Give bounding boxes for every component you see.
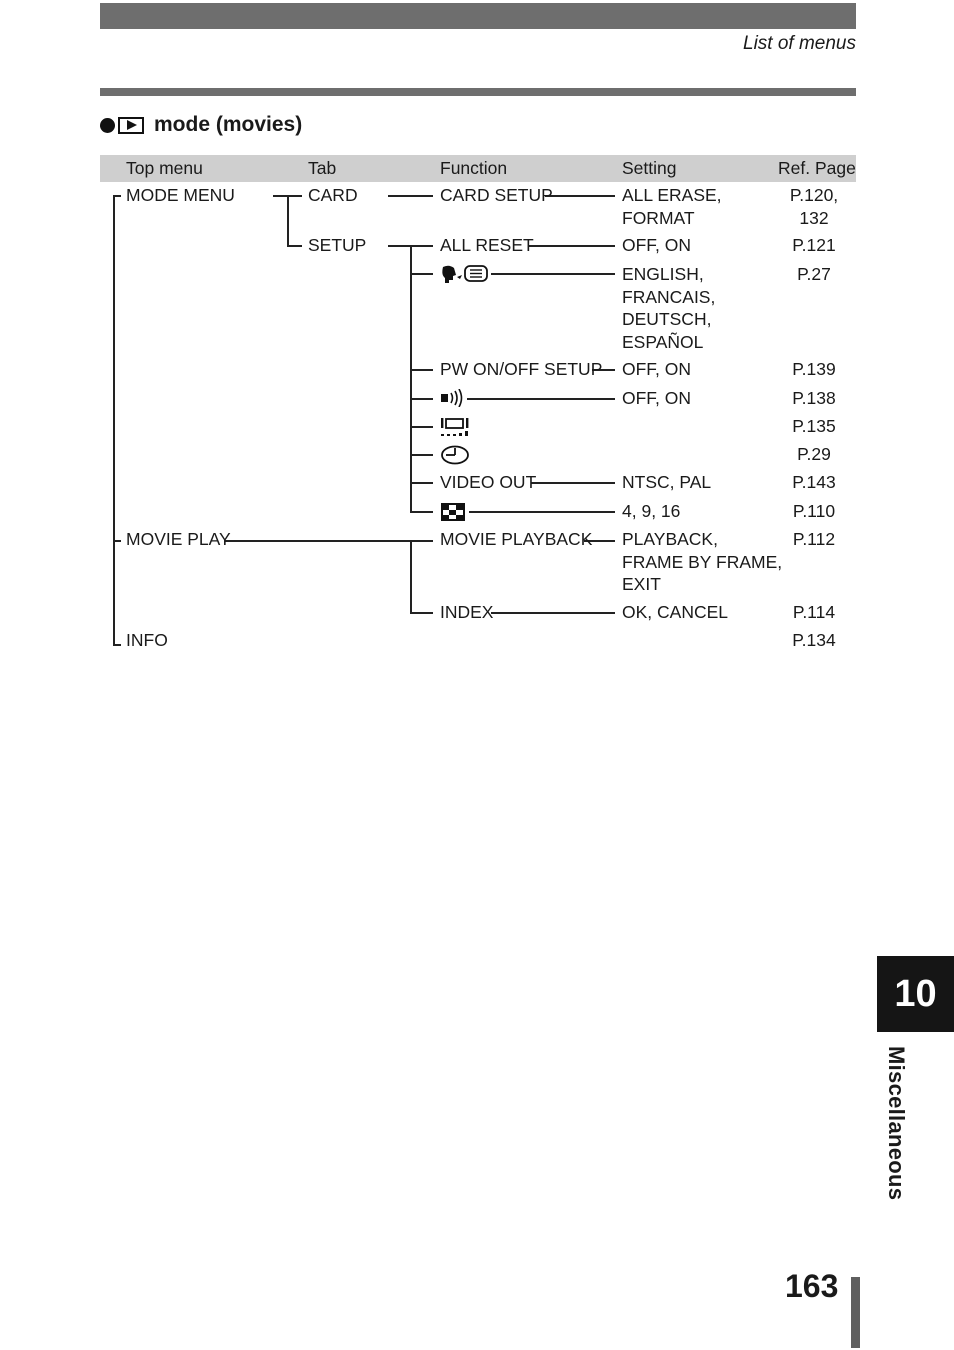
chapter-tab: 10: [877, 956, 954, 1032]
top-menu-mode-menu: MODE MENU: [126, 185, 235, 205]
language-icon: [440, 263, 490, 285]
setting-all-reset: OFF, ON: [622, 235, 692, 255]
function-index: INDEX: [440, 602, 494, 622]
chapter-label: Miscellaneous: [884, 1046, 909, 1201]
ref-movie-playback: P.112: [792, 529, 836, 549]
ref-video-out: P.143: [792, 472, 836, 492]
ref-info: P.134: [792, 630, 836, 650]
bullet-icon: [100, 118, 115, 133]
setting-movie-playback: PLAYBACK, FRAME BY FRAME, EXIT: [622, 529, 783, 594]
ref-index: P.114: [792, 602, 836, 622]
ref-language: P.27: [797, 264, 831, 284]
ref-beep: P.138: [792, 388, 836, 408]
setting-language: ENGLISH, FRANCAIS, DEUTSCH, ESPAÑOL: [622, 264, 716, 352]
running-head: List of menus: [743, 33, 856, 54]
setting-card-setup: ALL ERASE, FORMAT: [622, 185, 722, 228]
function-all-reset: ALL RESET: [440, 235, 534, 255]
function-pw-setup: PW ON/OFF SETUP: [440, 359, 603, 379]
ref-clock: P.29: [797, 444, 831, 464]
playback-mode-icon: [118, 117, 144, 134]
header-setting: Setting: [622, 158, 677, 178]
setting-index-display: 4, 9, 16: [622, 501, 681, 521]
top-menu-movie-play: MOVIE PLAY: [126, 529, 231, 549]
setting-index: OK, CANCEL: [622, 602, 728, 622]
setting-video-out: NTSC, PAL: [622, 472, 712, 492]
function-video-out: VIDEO OUT: [440, 472, 537, 492]
setting-beep: OFF, ON: [622, 388, 692, 408]
ref-all-reset: P.121: [792, 235, 836, 255]
section-rule: [100, 88, 856, 96]
page-number-bar: [851, 1277, 860, 1348]
header-tab: Tab: [308, 158, 337, 178]
top-menu-info: INFO: [126, 630, 168, 650]
rec-view-icon: [440, 416, 472, 438]
tab-setup: SETUP: [308, 235, 367, 255]
setting-pw-setup: OFF, ON: [622, 359, 692, 379]
clock-icon: [440, 443, 470, 465]
index-display-icon: [440, 502, 468, 522]
header-top-menu: Top menu: [126, 158, 203, 178]
section-title-text: mode (movies): [154, 113, 303, 136]
function-card-setup: CARD SETUP: [440, 185, 553, 205]
section-title: [100, 113, 302, 137]
ref-pw-setup: P.139: [792, 359, 836, 379]
ref-card-setup: P.120, 132: [789, 185, 839, 228]
header-function: Function: [440, 158, 508, 178]
ref-index-display: P.110: [792, 501, 836, 521]
header-bar: [100, 3, 856, 29]
function-movie-playback: MOVIE PLAYBACK: [440, 529, 593, 549]
header-ref-page: Ref. Page: [778, 158, 856, 178]
page-number: 163: [785, 1268, 839, 1304]
beep-icon: [440, 389, 466, 407]
ref-rec-view: P.135: [792, 416, 836, 436]
tab-card: CARD: [308, 185, 358, 205]
